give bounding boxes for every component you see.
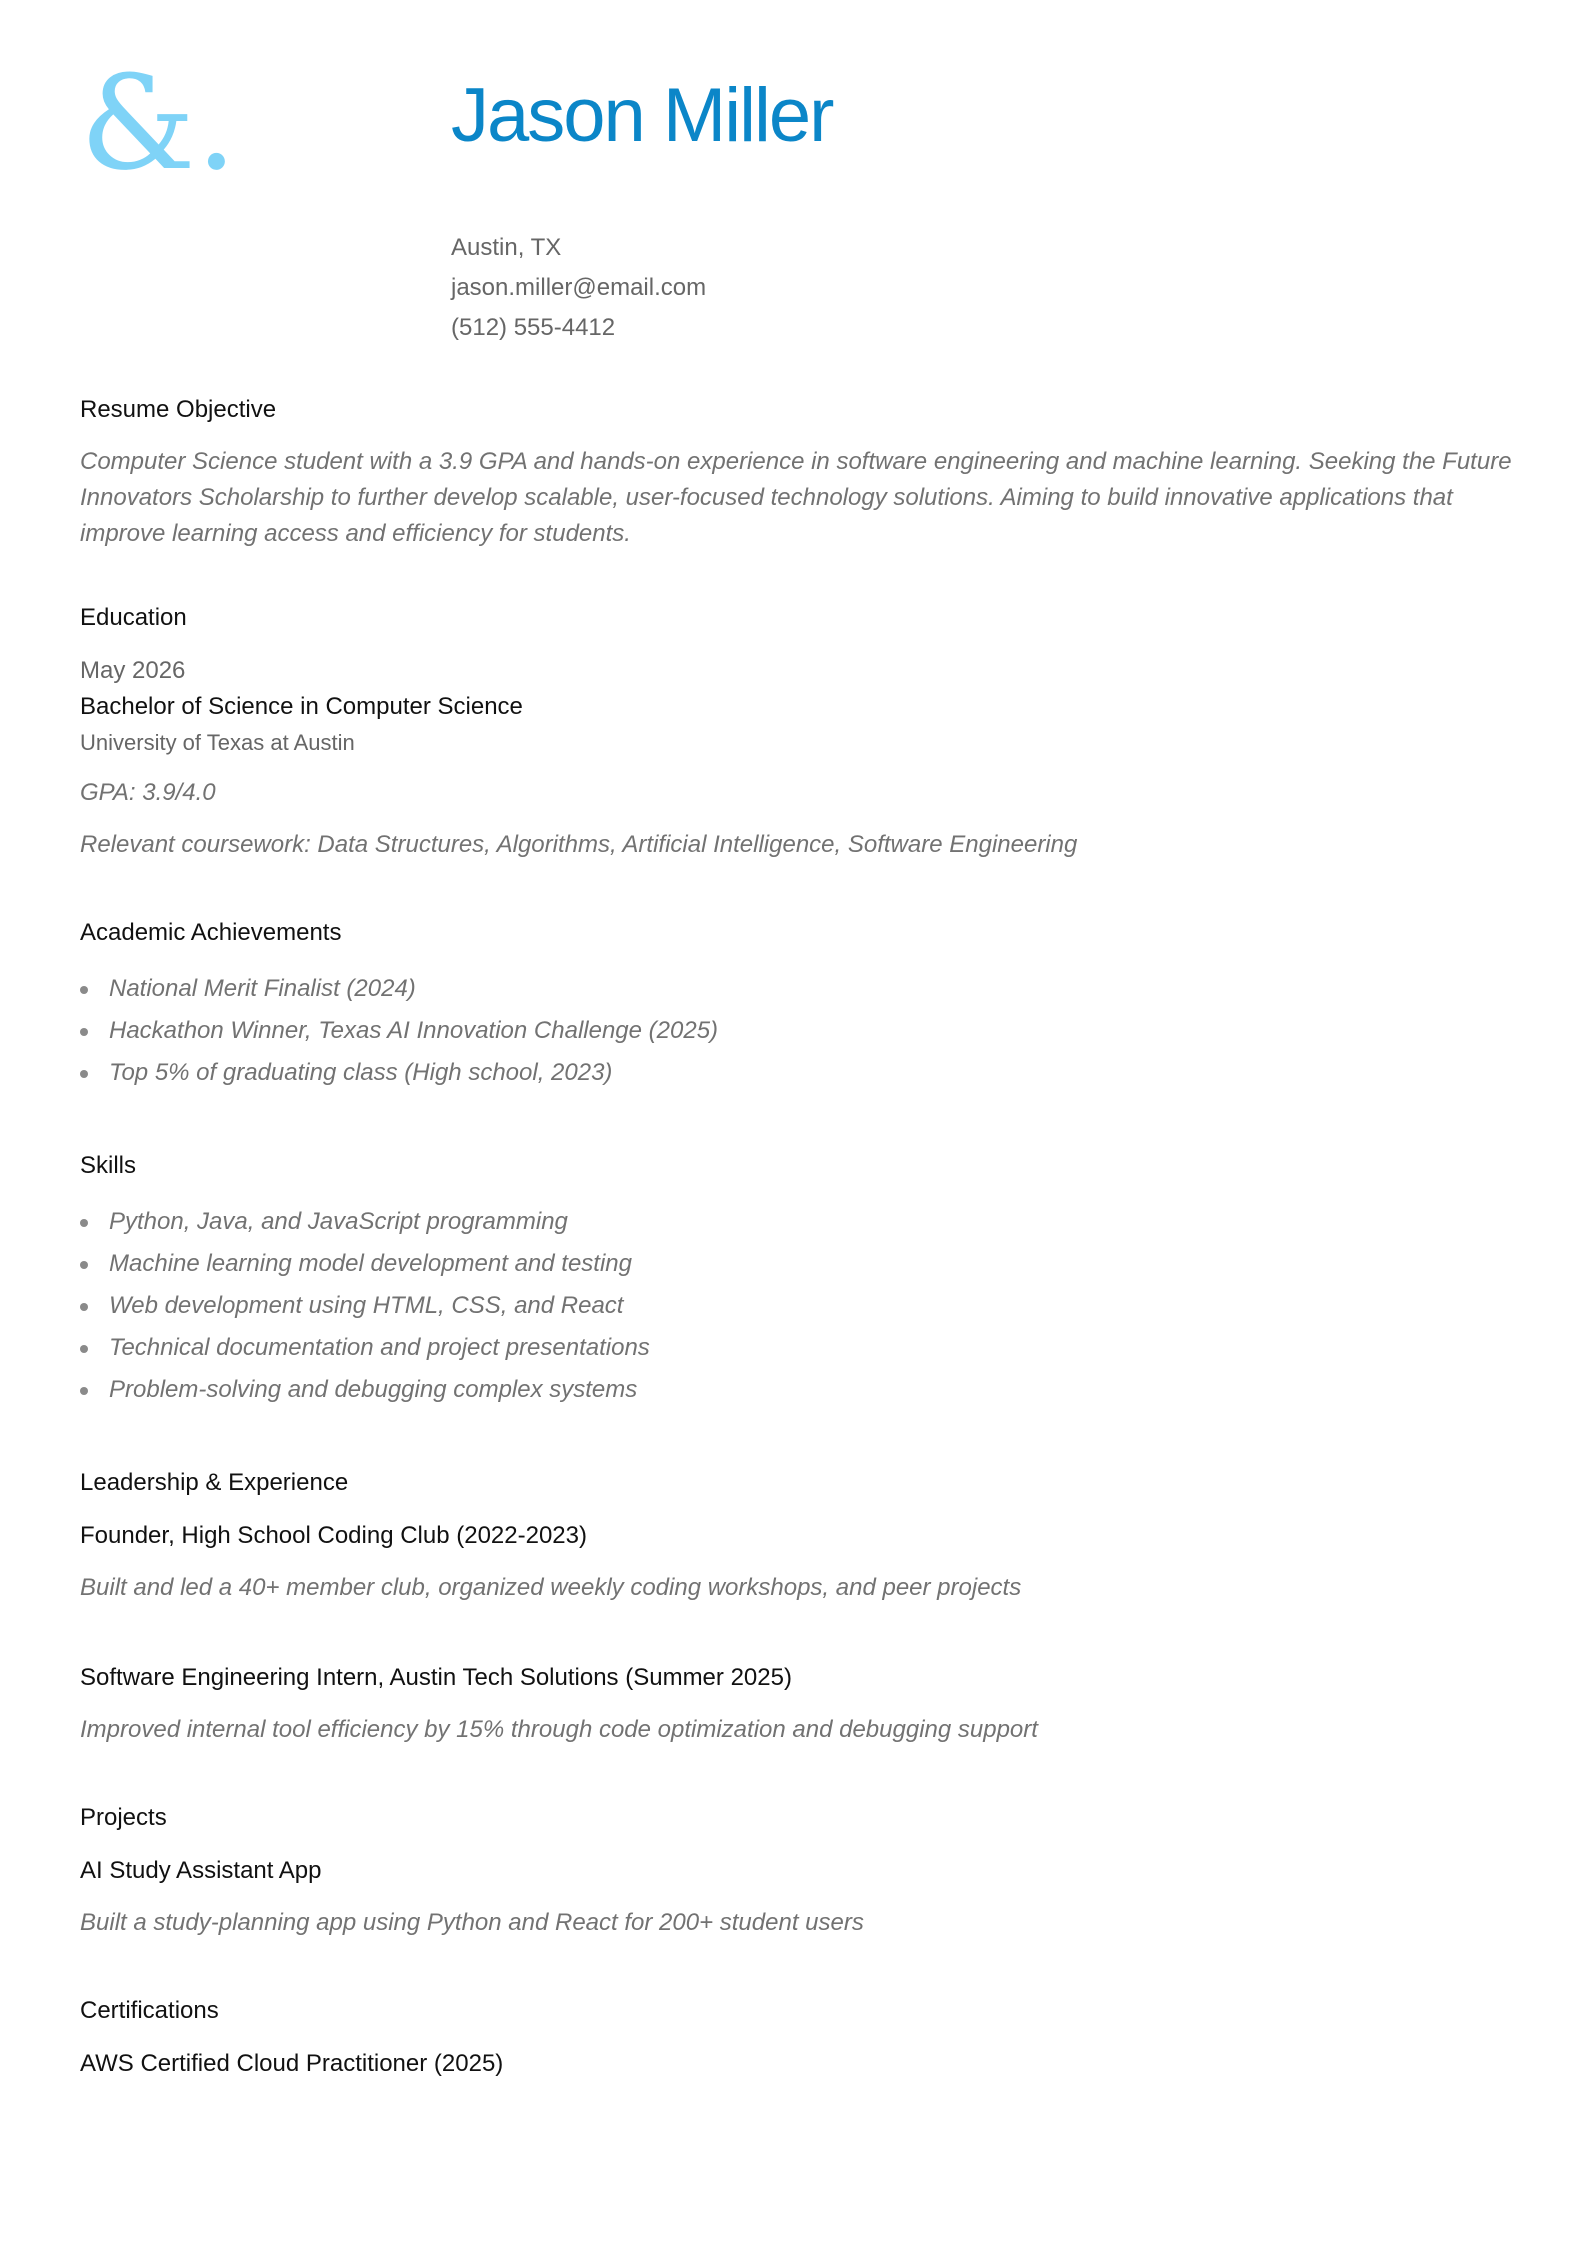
education-school: University of Texas at Austin [80, 730, 355, 755]
education-degree: Bachelor of Science in Computer Science [80, 693, 523, 720]
contact-info [451, 228, 832, 348]
section-title-objective: Resume Objective [80, 396, 277, 423]
section-title-projects: Projects [80, 1804, 167, 1831]
list-item [80, 1243, 1520, 1285]
section-title-experience: Leadership & Experience [80, 1469, 349, 1496]
resume-header [451, 73, 833, 348]
achievements-list [80, 968, 1520, 1094]
list-item-text: Top 5% of graduating class (High school, 2023) [109, 1059, 613, 1086]
education-gpa: GPA: 3.9/4.0 [80, 779, 216, 806]
list-item [80, 1201, 1520, 1243]
section-title-skills: Skills [80, 1152, 137, 1179]
section-title-education: Education [80, 604, 187, 631]
education-date: May 2026 [80, 657, 186, 684]
email-text: jason.miller@email.com [451, 274, 707, 301]
skills-list [80, 1201, 1520, 1411]
achievements-section [80, 913, 1520, 1094]
list-item-text: National Merit Finalist (2024) [109, 975, 416, 1002]
projects-section [80, 1798, 1520, 1941]
list-item-text: Python, Java, and JavaScript programming [109, 1208, 568, 1235]
bullet-icon [80, 1387, 88, 1395]
bullet-icon [80, 1070, 88, 1078]
resume-body [80, 390, 1520, 2082]
list-item-text: Hackathon Winner, Texas AI Innovation Challenge (2025) [109, 1017, 719, 1044]
list-item-text: Problem-solving and debugging complex systems [109, 1376, 638, 1403]
objective-section [80, 390, 1520, 552]
bullet-icon [80, 986, 88, 994]
certification-item: AWS Certified Cloud Practitioner (2025) [80, 2050, 504, 2077]
phone-text: (512) 555-4412 [451, 314, 616, 341]
list-item [80, 1369, 1520, 1411]
section-title-achievements: Academic Achievements [80, 919, 342, 946]
certifications-section [80, 1991, 1520, 2082]
bullet-icon [80, 1219, 88, 1227]
experience-description: Improved internal tool efficiency by 15% through code optimization and debugging support [80, 1716, 1038, 1743]
experience-description: Built and led a 40+ member club, organized weekly coding workshops, and peer projects [80, 1574, 1022, 1601]
skills-section [80, 1146, 1520, 1411]
bullet-icon [80, 1303, 88, 1311]
list-item [80, 968, 1520, 1010]
education-coursework: Relevant coursework: Data Structures, Algorithms, Artificial Intelligence, Software Engineering [80, 831, 1078, 858]
bullet-icon [80, 1261, 88, 1269]
project-description: Built a study-planning app using Python and React for 200+ student users [80, 1909, 864, 1936]
bullet-icon [80, 1345, 88, 1353]
section-title-certifications: Certifications [80, 1997, 219, 2024]
location-text: Austin, TX [451, 234, 562, 261]
list-item-text: Machine learning model development and testing [109, 1250, 632, 1277]
list-item-text: Technical documentation and project presentations [109, 1334, 650, 1361]
project-name: AI Study Assistant App [80, 1857, 322, 1884]
list-item-text: Web development using HTML, CSS, and React [109, 1292, 624, 1319]
list-item [80, 1010, 1520, 1052]
candidate-name: Jason Miller [451, 73, 833, 158]
experience-role: Founder, High School Coding Club (2022-2023) [80, 1522, 587, 1549]
list-item [80, 1327, 1520, 1369]
list-item [80, 1285, 1520, 1327]
experience-section [80, 1463, 1520, 1748]
ampersand-logo: &. [80, 47, 238, 199]
bullet-icon [80, 1028, 88, 1036]
list-item [80, 1052, 1520, 1094]
education-section [80, 598, 1520, 863]
objective-text: Computer Science student with a 3.9 GPA and hands-on experience in software engineering and machine learning. Seeking the Future Innovators Scholarship to further develop scalable, user-focused technology solutions. Aiming to build innovative applications that improve learning access and efficiency for students. [80, 448, 1512, 547]
experience-role: Software Engineering Intern, Austin Tech Solutions (Summer 2025) [80, 1664, 792, 1691]
